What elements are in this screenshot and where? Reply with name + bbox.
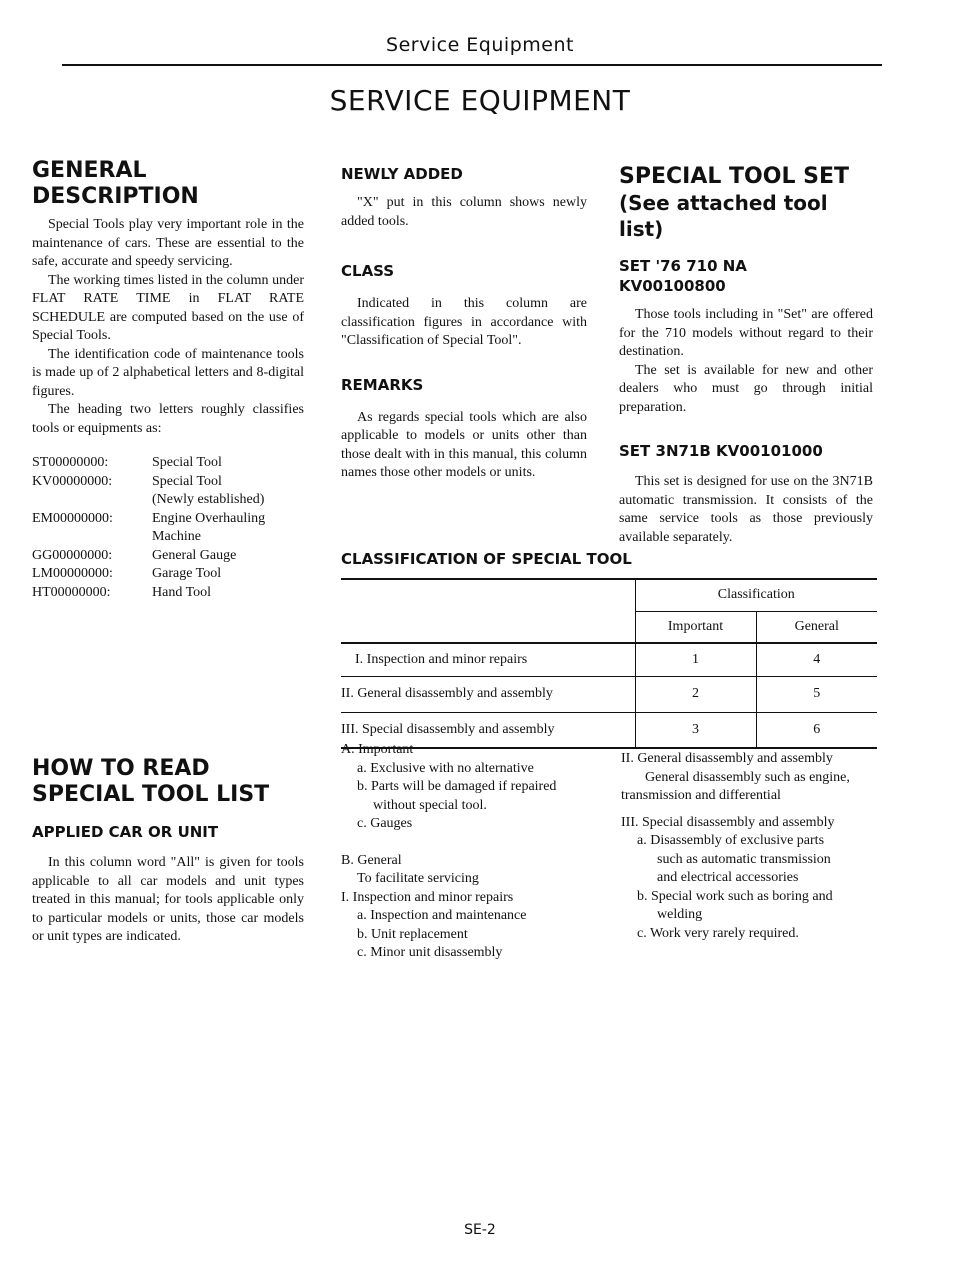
row-general-value: 6	[756, 712, 877, 748]
how-to-read-heading-line1: HOW TO READ	[32, 756, 210, 781]
note-line: b. Parts will be damaged if repaired	[357, 779, 557, 794]
code-list	[32, 454, 265, 602]
note-line: I. Inspection and minor repairs	[341, 889, 514, 905]
set-3n71b-body: This set is designed for use on the 3N71B automatic transmission. It consists of the same service tools as those previously available separately.	[619, 474, 873, 545]
code-description: Machine	[152, 529, 201, 544]
remarks-body: As regards special tools which are also applicable to models or units other than those dealt with in this manual, this column names those other models or units.	[341, 409, 587, 480]
column-important: Important	[635, 611, 756, 643]
note-line: welding	[657, 907, 703, 922]
class-heading: CLASS	[341, 262, 395, 280]
note-line: such as automatic transmission	[657, 851, 831, 867]
code-prefix: EM00000000:	[32, 510, 113, 526]
how-to-read-heading-line2: SPECIAL TOOL LIST	[32, 782, 270, 807]
code-prefix	[32, 528, 152, 547]
code-description: Engine Overhauling	[152, 510, 266, 526]
note-line: b. Special work such as boring and	[637, 888, 833, 904]
code-prefix: KV00000000:	[32, 473, 113, 489]
note-line: without special tool.	[373, 797, 487, 813]
applied-car-body: In this column word "All" is given for tools applicable to all car models and unit types treated in this manual; for tools applicable only to particular models or units, those car models or unit types are indicated.	[32, 855, 304, 944]
newly-added-body: "X" put in this column shows newly added tools.	[341, 195, 587, 229]
general-paragraph-1: Special Tools play very important role in the maintenance of cars. These are essential to the safe, accurate and speedy servicing.	[32, 217, 304, 269]
note-line: II. General disassembly and assembly	[621, 751, 833, 766]
classification-notes-left	[341, 741, 601, 963]
page-number: SE-2	[464, 1222, 496, 1238]
note-line: A. Important	[341, 742, 414, 757]
note-line: III. Special disassembly and assembly	[621, 814, 835, 830]
header-rule	[62, 64, 882, 66]
code-prefix: LM00000000:	[32, 566, 113, 581]
note-line: c. Work very rarely required.	[637, 925, 799, 941]
special-tool-set-section	[619, 164, 873, 547]
column-descriptions	[341, 164, 587, 483]
note-line: General disassembly such as engine,	[645, 769, 850, 785]
class-body: Indicated in this column are classification figures in accordance with "Classification of Special Tool".	[341, 296, 587, 348]
code-description: Hand Tool	[152, 584, 212, 600]
note-line: b. Unit replacement	[357, 926, 468, 942]
row-general-value: 4	[756, 643, 877, 676]
set-710-heading: SET '76 710 NA	[619, 257, 747, 275]
note-line: a. Exclusive with no alternative	[357, 760, 534, 776]
code-row	[32, 547, 265, 566]
code-description: Garage Tool	[152, 566, 222, 581]
row-label: II. General disassembly and assembly	[341, 676, 635, 712]
code-description: (Newly established)	[152, 492, 265, 507]
set-710-paragraph-1: Those tools including in "Set" are offered for the 710 models without regard to their destination.	[619, 307, 873, 359]
row-label: III. Special disassembly and assembly	[341, 712, 635, 748]
general-heading-line1: GENERAL	[32, 158, 147, 183]
special-tool-set-heading: SPECIAL TOOL SET	[619, 164, 850, 189]
general-paragraph-4: The heading two letters roughly classifies tools or equipments as:	[32, 402, 304, 436]
note-line: c. Minor unit disassembly	[357, 945, 503, 960]
note-line: c. Gauges	[357, 816, 413, 831]
row-important-value: 2	[635, 676, 756, 712]
row-general-value: 5	[756, 676, 877, 712]
note-line: and electrical accessories	[657, 870, 799, 885]
general-heading-line2: DESCRIPTION	[32, 184, 199, 209]
code-prefix: ST00000000:	[32, 455, 109, 470]
set-710-code: KV00100800	[619, 277, 726, 295]
remarks-heading: REMARKS	[341, 375, 424, 394]
general-paragraph-2: The working times listed in the column under FLAT RATE TIME in FLAT RATE SCHEDULE are computed based on the use of Special Tools.	[32, 272, 304, 343]
page-title: SERVICE EQUIPMENT	[329, 84, 631, 117]
code-prefix	[32, 491, 152, 510]
classification-group-header: Classification	[635, 579, 877, 611]
row-important-value: 3	[635, 712, 756, 748]
table-row	[341, 676, 877, 712]
classification-heading: CLASSIFICATION OF SPECIAL TOOL	[341, 550, 632, 568]
code-prefix: HT00000000:	[32, 584, 111, 600]
code-row	[32, 565, 265, 584]
classification-notes-right	[621, 750, 877, 943]
code-row	[32, 584, 265, 603]
code-row	[32, 473, 265, 492]
set-710-paragraph-2: The set is available for new and other dealers who must go through initial preparation.	[619, 362, 873, 415]
general-paragraph-3: The identification code of maintenance tools is made up of 2 alphabetical letters and 8-digital figures.	[32, 346, 304, 399]
code-row	[32, 510, 265, 529]
code-prefix: GG00000000:	[32, 547, 113, 563]
note-line: B. General	[341, 852, 402, 868]
classification-table	[341, 578, 877, 749]
code-row	[32, 454, 265, 473]
column-general: General	[756, 611, 877, 643]
general-description-section	[32, 158, 304, 602]
code-description: Special Tool	[152, 455, 222, 470]
how-to-read-section	[32, 756, 304, 947]
applied-car-heading: APPLIED CAR OR UNIT	[32, 823, 219, 841]
newly-added-heading: NEWLY ADDED	[341, 165, 463, 183]
set-3n71b-heading: SET 3N71B KV00101000	[619, 442, 823, 460]
code-row	[32, 491, 265, 510]
note-line: a. Inspection and maintenance	[357, 908, 527, 923]
code-description: Special Tool	[152, 473, 222, 489]
code-description: General Gauge	[152, 547, 237, 563]
row-important-value: 1	[635, 643, 756, 676]
note-line: To facilitate servicing	[357, 871, 479, 886]
table-row	[341, 643, 877, 676]
note-line: transmission and differential	[621, 788, 781, 803]
running-title: Service Equipment	[386, 34, 574, 56]
note-line: a. Disassembly of exclusive parts	[637, 833, 825, 848]
code-row	[32, 528, 265, 547]
row-label: I. Inspection and minor repairs	[341, 643, 635, 676]
attached-tool-list-note: (See attached tool list)	[619, 191, 828, 241]
